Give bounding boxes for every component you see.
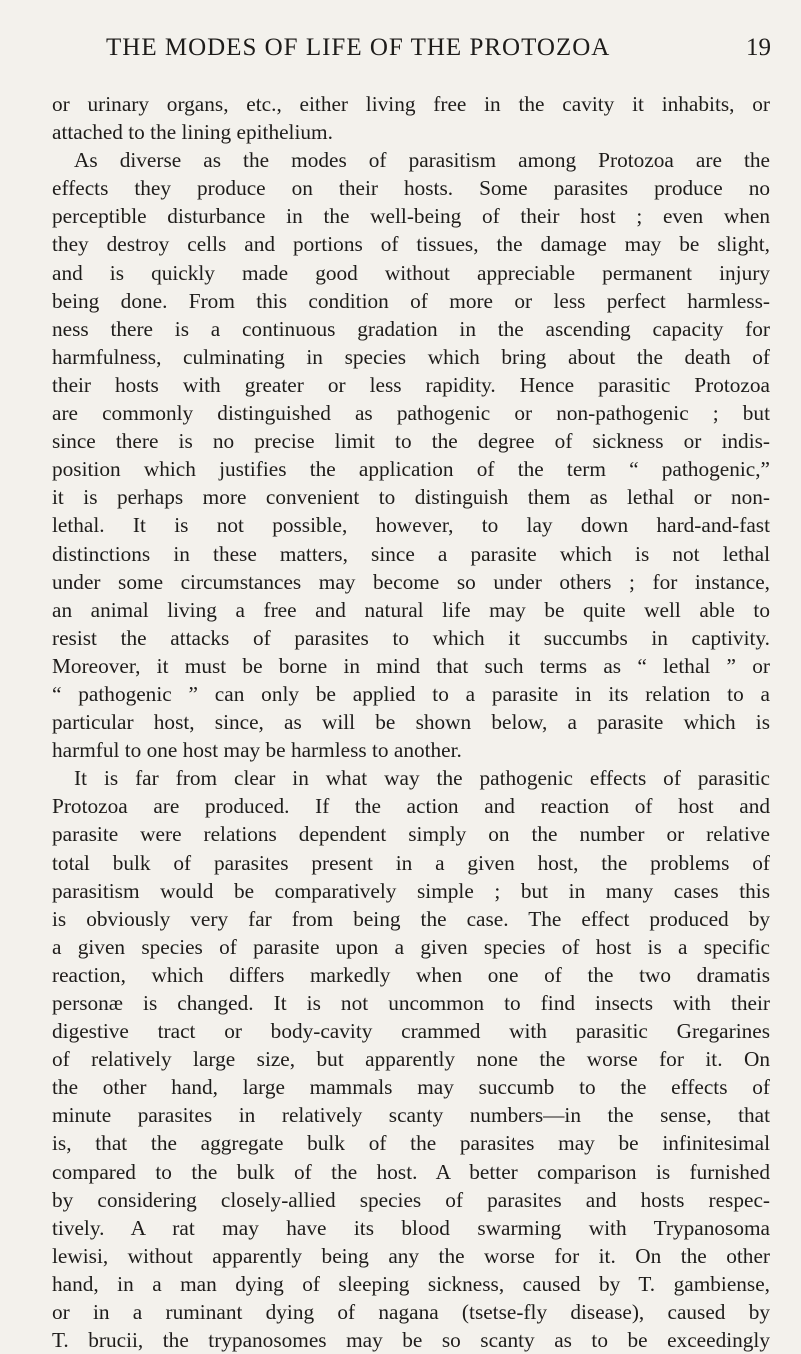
text-line: reaction, which differs markedly when one of the two dramatis [52,962,770,987]
text-line: As diverse as the modes of parasitism among Protozoa are the [74,148,770,173]
text-line: distinctions in these matters, since a parasite which is not lethal [52,541,770,566]
text-line: ness there is a continuous gradation in the ascending capacity for [52,316,770,341]
text-line: digestive tract or body-cavity crammed with parasitic Gregarines [52,1019,770,1044]
text-line: and is quickly made good without appreciable permanent injury [52,260,770,285]
page-header [0,30,801,70]
text-line: an animal living a free and natural life may be quite well able to [52,597,770,622]
text-line: Protozoa are produced. If the action and reaction of host and [52,794,770,819]
text-line: compared to the bulk of the host. A better comparison is furnished [52,1159,770,1184]
text-line: are commonly distinguished as pathogenic or non-pathogenic ; but [52,401,770,426]
text-line: harmfulness, culminating in species which bring about the death of [52,344,770,369]
text-line: perceptible disturbance in the well-being of their host ; even when [52,204,770,229]
text-line: of relatively large size, but apparently none the worse for it. On [52,1047,770,1072]
text-line: under some circumstances may become so under others ; for instance, [52,569,770,594]
text-line: or in a ruminant dying of nagana (tsetse-fly disease), caused by [52,1300,770,1325]
text-line: a given species of parasite upon a given species of host is a specific [52,934,770,959]
text-line: “ pathogenic ” can only be applied to a parasite in its relation to a [52,681,770,706]
paragraph [52,90,770,146]
text-line: position which justifies the application of the term “ pathogenic,” [52,457,770,482]
paragraph [52,764,770,1354]
text-line: attached to the lining epithelium. [52,120,333,145]
text-line: parasitism would be comparatively simple ; but in many cases this [52,878,770,903]
body-text [52,90,770,1354]
text-line: total bulk of parasites present in a given host, the problems of [52,850,770,875]
text-line: effects they produce on their hosts. Some parasites produce no [52,176,770,201]
text-line: particular host, since, as will be shown below, a parasite which is [52,710,770,735]
text-line: personæ is changed. It is not uncommon to find insects with their [52,991,770,1015]
text-line: parasite were relations dependent simply on the number or relative [52,822,770,847]
text-line: harmful to one host may be harmless to another. [52,738,462,763]
page-number: 19 [746,34,771,61]
text-line: by considering closely-allied species of parasites and hosts respec- [52,1187,770,1212]
text-line: lewisi, without apparently being any the worse for it. On the other [52,1243,770,1268]
paragraph [52,146,770,764]
text-line: Moreover, it must be borne in mind that such terms as “ lethal ” or [52,653,770,678]
text-line: the other hand, large mammals may succumb to the effects of [52,1075,770,1100]
text-line: lethal. It is not possible, however, to lay down hard-and-fast [52,513,770,538]
text-line: is, that the aggregate bulk of the parasites may be infinitesimal [52,1131,770,1156]
text-line: being done. From this condition of more or less perfect harmless- [52,288,770,313]
text-line: It is far from clear in what way the pathogenic effects of parasitic [74,766,770,791]
text-line: tively. A rat may have its blood swarming with Trypanosoma [52,1215,770,1240]
text-line: is obviously very far from being the case. The effect produced by [52,906,770,931]
text-line: hand, in a man dying of sleeping sickness, caused by T. gambiense, [52,1271,770,1296]
text-line: it is perhaps more convenient to distinguish them as lethal or non- [52,485,770,510]
running-title: THE MODES OF LIFE OF THE PROTOZOA [106,34,611,61]
text-line: their hosts with greater or less rapidity. Hence parasitic Protozoa [52,372,770,397]
text-line: minute parasites in relatively scanty numbers—in the sense, that [52,1103,770,1128]
text-line: or urinary organs, etc., either living free in the cavity it inhabits, or [52,92,770,116]
text-line: resist the attacks of parasites to which it succumbs in captivity. [52,625,770,650]
text-line: T. brucii, the trypanosomes may be so scanty as to be exceedingly [52,1328,770,1353]
text-line: since there is no precise limit to the degree of sickness or indis- [52,429,770,454]
text-line: they destroy cells and portions of tissues, the damage may be slight, [52,232,770,257]
